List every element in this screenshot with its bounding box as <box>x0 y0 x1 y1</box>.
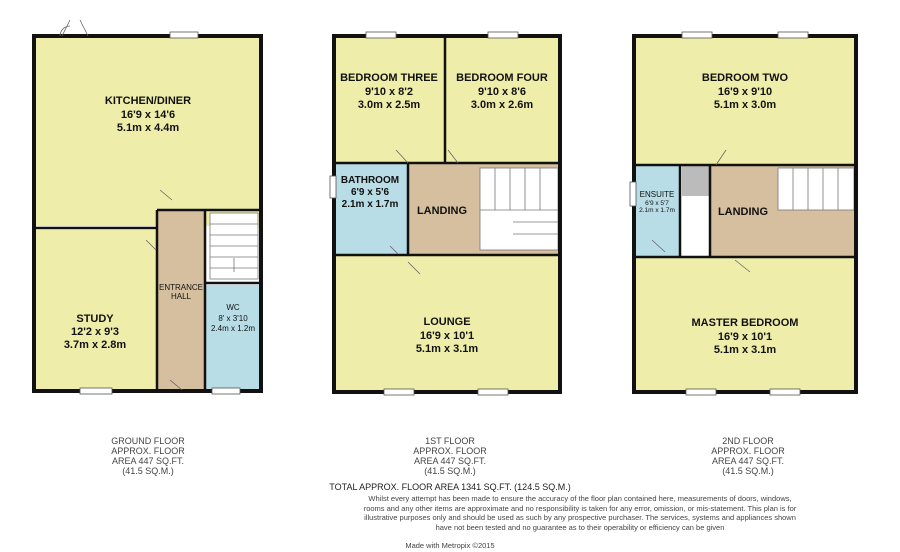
bedroom-four-imperial: 9'10 x 8'6 <box>477 86 527 98</box>
kitchen-name: KITCHEN/DINER <box>104 95 192 107</box>
second-landing-name: LANDING <box>717 206 769 218</box>
second-floor-plan <box>630 32 856 395</box>
bedroom-two-imperial: 16'9 x 9'10 <box>717 86 773 98</box>
ground-floor-caption <box>98 436 198 476</box>
bedroom-three-metric: 3.0m x 2.5m <box>357 99 421 111</box>
first-floor-caption <box>400 436 500 476</box>
disclaimer-text: Whilst every attempt has been made to ensure the accuracy of the floor plan contained here, measurements of doors, windows, rooms and any other items are approximate and no responsibility is taken for any error, omission, or mis-statement. This plan is for illustrative purposes only and should be used as such by any prospective purchaser. The services, systems and appliances shown have not been tested and no guarantee as to their operability or efficiency can be given <box>363 494 797 532</box>
second-caption-line: 2ND FLOOR <box>722 436 774 446</box>
ground-caption-line: AREA 447 SQ.FT. <box>111 456 185 466</box>
master-bedroom-imperial: 16'9 x 10'1 <box>717 331 773 343</box>
ensuite-name: ENSUITE <box>639 190 675 199</box>
wc-window <box>212 388 240 394</box>
ground-floor-plan <box>34 20 261 394</box>
study-metric: 3.7m x 2.8m <box>63 339 127 351</box>
study-imperial: 12'2 x 9'3 <box>70 326 120 338</box>
bedroom-three-name: BEDROOM THREE <box>340 72 438 84</box>
master-bedroom-metric: 5.1m x 3.1m <box>713 344 777 356</box>
second-stairs <box>778 168 854 210</box>
bathroom-imperial: 6'9 x 5'6 <box>350 187 390 198</box>
master-window-left <box>686 389 716 395</box>
kitchen-imperial: 16'9 x 14'6 <box>120 109 176 121</box>
first-floor-plan <box>330 32 560 395</box>
second-floor-caption <box>698 436 798 476</box>
first-caption-line: (41.5 SQ.M.) <box>424 466 476 476</box>
bedroom-two-window-left <box>682 32 712 38</box>
wc-name: WC <box>226 303 240 312</box>
lounge-window-right <box>478 389 508 395</box>
first-caption-line: AREA 447 SQ.FT. <box>413 456 487 466</box>
bedroom-two-window-right <box>778 32 808 38</box>
first-landing-name: LANDING <box>416 205 468 217</box>
bedroom-two-metric: 5.1m x 3.0m <box>713 99 777 111</box>
kitchen-metric: 5.1m x 4.4m <box>116 122 180 134</box>
second-caption-line: AREA 447 SQ.FT. <box>711 456 785 466</box>
metropix-credit: Made with Metropix ©2015 <box>405 541 495 550</box>
bedroom-three-window <box>366 32 396 38</box>
kitchen-window <box>170 32 198 38</box>
master-bedroom-name: MASTER BEDROOM <box>691 317 799 329</box>
ground-caption-line: (41.5 SQ.M.) <box>122 466 174 476</box>
cupboard <box>682 166 710 196</box>
bedroom-four-window <box>488 32 518 38</box>
ensuite-window <box>630 182 636 206</box>
study-name: STUDY <box>76 313 114 325</box>
first-caption-line: 1ST FLOOR <box>425 436 475 446</box>
ground-caption-line: APPROX. FLOOR <box>111 446 185 456</box>
hall-label-line1: ENTRANCE <box>158 283 204 292</box>
first-caption-line: APPROX. FLOOR <box>413 446 487 456</box>
study-room <box>34 230 157 391</box>
wc-imperial: 8' x 3'10 <box>218 314 248 323</box>
lounge-window-left <box>384 389 414 395</box>
bathroom-metric: 2.1m x 1.7m <box>341 199 399 210</box>
lounge-name: LOUNGE <box>423 316 471 328</box>
total-floor-area: TOTAL APPROX. FLOOR AREA 1341 SQ.FT. (124.5 SQ.M.) <box>329 482 571 492</box>
wc-room <box>205 285 261 391</box>
bedroom-four-name: BEDROOM FOUR <box>456 72 548 84</box>
bedroom-three-imperial: 9'10 x 8'2 <box>364 86 414 98</box>
master-window-right <box>770 389 800 395</box>
study-window <box>80 388 112 394</box>
second-caption-line: (41.5 SQ.M.) <box>722 466 774 476</box>
bedroom-two-name: BEDROOM TWO <box>701 72 789 84</box>
bathroom-window <box>330 176 336 198</box>
wc-metric: 2.4m x 1.2m <box>210 324 256 333</box>
ensuite-imperial: 6'9 x 5'7 <box>645 200 669 207</box>
ensuite-metric: 2.1m x 1.7m <box>639 207 675 214</box>
ground-caption-line: GROUND FLOOR <box>111 436 185 446</box>
second-caption-line: APPROX. FLOOR <box>711 446 785 456</box>
lounge-metric: 5.1m x 3.1m <box>415 343 479 355</box>
kitchen-french-doors <box>60 20 88 36</box>
bathroom-name: BATHROOM <box>340 175 400 186</box>
lounge-imperial: 16'9 x 10'1 <box>419 330 475 342</box>
hall-label-line2: HALL <box>170 292 192 301</box>
bedroom-four-metric: 3.0m x 2.6m <box>470 99 534 111</box>
first-stairs <box>480 168 558 250</box>
